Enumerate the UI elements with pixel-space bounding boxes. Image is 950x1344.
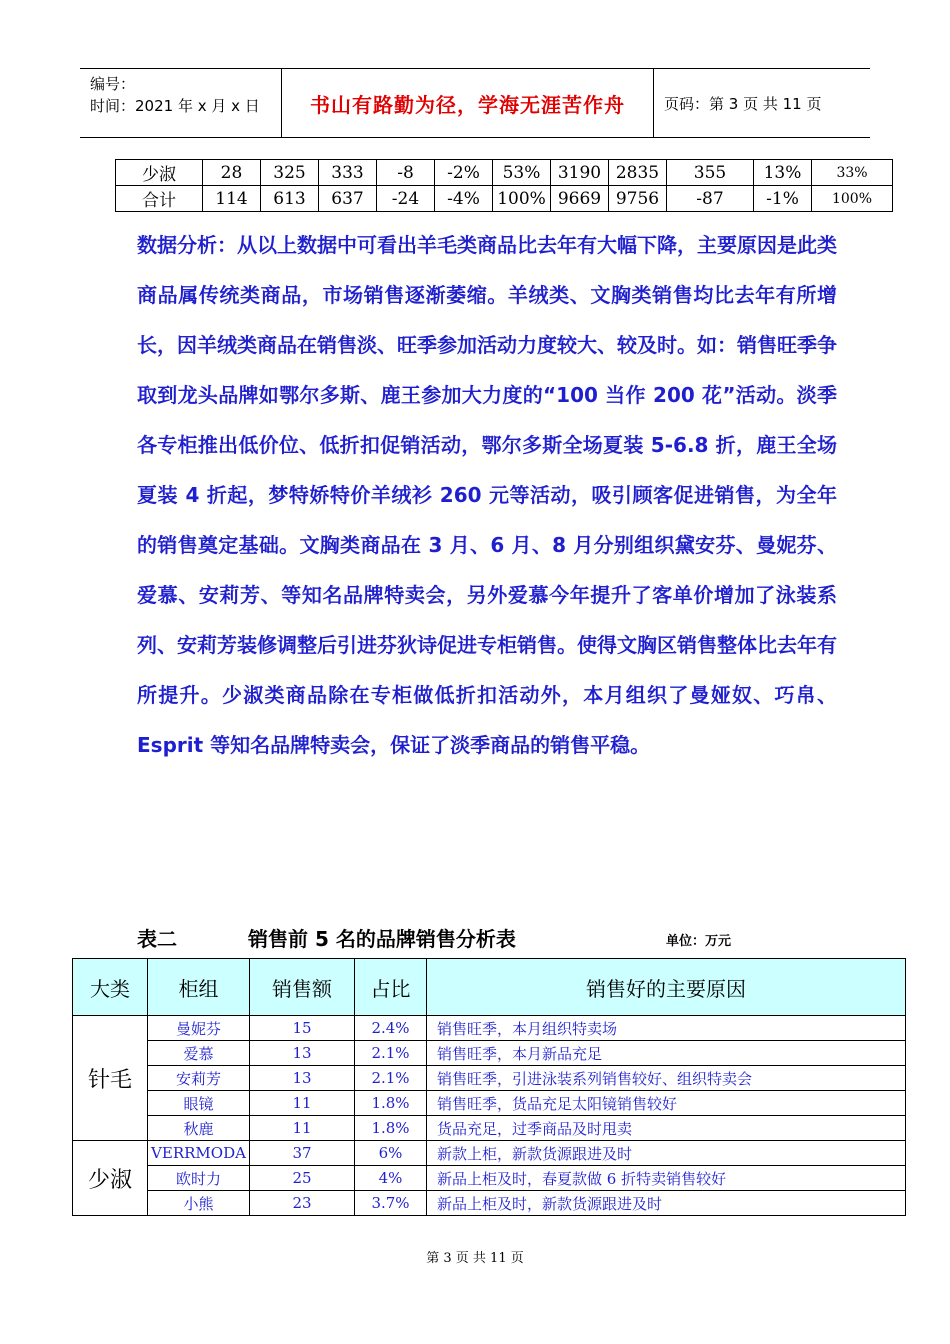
table-cell: -24 — [377, 186, 435, 212]
column-header: 柜组 — [148, 959, 250, 1016]
column-header: 占比 — [355, 959, 427, 1016]
table-row — [73, 1191, 906, 1216]
table-row — [73, 1166, 906, 1191]
table-cell: 合计 — [116, 186, 203, 212]
share-cell: 6% — [355, 1141, 427, 1166]
share-cell: 1.8% — [355, 1091, 427, 1116]
table2-unit: 单位：万元 — [666, 934, 732, 949]
page-code: 页码：第 3 页 共 11 页 — [664, 94, 822, 113]
table-cell: 少淑 — [116, 160, 203, 186]
share-cell: 4% — [355, 1166, 427, 1191]
share-cell: 3.7% — [355, 1191, 427, 1216]
page-header — [80, 68, 870, 138]
sales-cell: 37 — [250, 1141, 355, 1166]
analysis-paragraph: 数据分析：从以上数据中可看出羊毛类商品比去年有大幅下降，主要原因是此类商品属传统类商品，市场销售逐渐萎缩。羊绒类、文胸类销售均比去年有所增长，因羊绒类商品在销售淡、旺季参加活动力度较大、较及时。如：销售旺季争取到龙头品牌如鄂尔多斯、鹿王参加大力度的“100 当作 200 花”活动。淡季各专柜推出低价位、低折扣促销活动，鄂尔多斯全场夏装 5-6.8 折，鹿王全场夏装 4 折起，梦特娇特价羊绒衫 260 元等活动，吸引顾客促进销售，为全年的销售奠定基础。文胸类商品在 3 月、6 月、8 月分别组织黛安芬、曼妮芬、爱慕、安莉芳、等知名品牌特卖会，另外爱慕今年提升了客单价增加了泳装系列、安莉芳装修调整后引进芬狄诗促进专柜销售。使得文胸区销售整体比去年有所提升。少淑类商品除在专柜做低折扣活动外，本月组织了曼娅奴、巧帛、Esprit 等知名品牌特卖会，保证了淡季商品的销售平稳。 — [137, 233, 837, 757]
table-row — [116, 160, 893, 186]
reason-cell: 新品上柜及时，春夏款做 6 折特卖销售较好 — [427, 1166, 906, 1191]
table-cell: 114 — [203, 186, 261, 212]
reason-cell: 销售旺季，本月组织特卖场 — [427, 1016, 906, 1041]
table-row — [73, 1041, 906, 1066]
category-cell: 少淑 — [73, 1141, 148, 1216]
table-cell: -4% — [435, 186, 493, 212]
reason-cell: 销售旺季，本月新品充足 — [427, 1041, 906, 1066]
number-label: 编号： — [90, 75, 136, 93]
brand-cell: VERRMODA — [148, 1141, 250, 1166]
table-cell: -8 — [377, 160, 435, 186]
sales-cell: 11 — [250, 1091, 355, 1116]
page-footer: 第 3 页 共 11 页 — [426, 1251, 524, 1266]
table2-number: 表二 — [137, 927, 177, 951]
sales-cell: 25 — [250, 1166, 355, 1191]
summary-table — [115, 159, 893, 212]
reason-cell: 货品充足，过季商品及时甩卖 — [427, 1116, 906, 1141]
table-cell: 355 — [667, 160, 754, 186]
share-cell: 2.1% — [355, 1041, 427, 1066]
brand-cell: 曼妮芬 — [148, 1016, 250, 1041]
table-cell: 325 — [261, 160, 319, 186]
brand-cell: 秋鹿 — [148, 1116, 250, 1141]
table-row — [73, 1116, 906, 1141]
table-cell: 13% — [754, 160, 812, 186]
header-page-cell — [654, 69, 870, 137]
sales-cell: 23 — [250, 1191, 355, 1216]
table-row — [116, 186, 893, 212]
table-cell: 53% — [493, 160, 551, 186]
table-cell: 637 — [319, 186, 377, 212]
table-cell: 100% — [493, 186, 551, 212]
table-header-row — [73, 959, 906, 1016]
table-row — [73, 1016, 906, 1041]
table-cell: -87 — [667, 186, 754, 212]
table-cell: 9756 — [609, 186, 667, 212]
sales-cell: 13 — [250, 1066, 355, 1091]
table-cell: 613 — [261, 186, 319, 212]
brand-cell: 欧时力 — [148, 1166, 250, 1191]
motto: 书山有路勤为径，学海无涯苦作舟 — [310, 92, 625, 117]
reason-cell: 销售旺季，货品充足太阳镜销售较好 — [427, 1091, 906, 1116]
table-cell: -1% — [754, 186, 812, 212]
brand-cell: 安莉芳 — [148, 1066, 250, 1091]
table-cell: 9669 — [551, 186, 609, 212]
reason-cell: 销售旺季，引进泳装系列销售较好、组织特卖会 — [427, 1066, 906, 1091]
table-cell: 28 — [203, 160, 261, 186]
table-cell: 3190 — [551, 160, 609, 186]
reason-cell: 新品上柜及时，新款货源跟进及时 — [427, 1191, 906, 1216]
category-cell: 针毛 — [73, 1016, 148, 1141]
sales-cell: 15 — [250, 1016, 355, 1041]
table2-title: 销售前 5 名的品牌销售分析表 — [248, 927, 516, 951]
reason-cell: 新款上柜，新款货源跟进及时 — [427, 1141, 906, 1166]
column-header: 大类 — [73, 959, 148, 1016]
sales-cell: 11 — [250, 1116, 355, 1141]
date-label: 时间：2021 年 x 月 x 日 — [90, 97, 260, 115]
table-cell: 2835 — [609, 160, 667, 186]
column-header: 销售好的主要原因 — [427, 959, 906, 1016]
brand-cell: 小熊 — [148, 1191, 250, 1216]
table-row — [73, 1066, 906, 1091]
share-cell: 1.8% — [355, 1116, 427, 1141]
brand-sales-table — [72, 958, 906, 1216]
table-row — [73, 1141, 906, 1166]
header-info — [80, 69, 282, 137]
table-cell: 100% — [812, 186, 893, 212]
table-cell: -2% — [435, 160, 493, 186]
share-cell: 2.4% — [355, 1016, 427, 1041]
brand-cell: 爱慕 — [148, 1041, 250, 1066]
share-cell: 2.1% — [355, 1066, 427, 1091]
header-motto-cell — [282, 69, 654, 137]
sales-cell: 13 — [250, 1041, 355, 1066]
table-cell: 333 — [319, 160, 377, 186]
table-cell: 33% — [812, 160, 893, 186]
column-header: 销售额 — [250, 959, 355, 1016]
brand-cell: 眼镜 — [148, 1091, 250, 1116]
table-row — [73, 1091, 906, 1116]
